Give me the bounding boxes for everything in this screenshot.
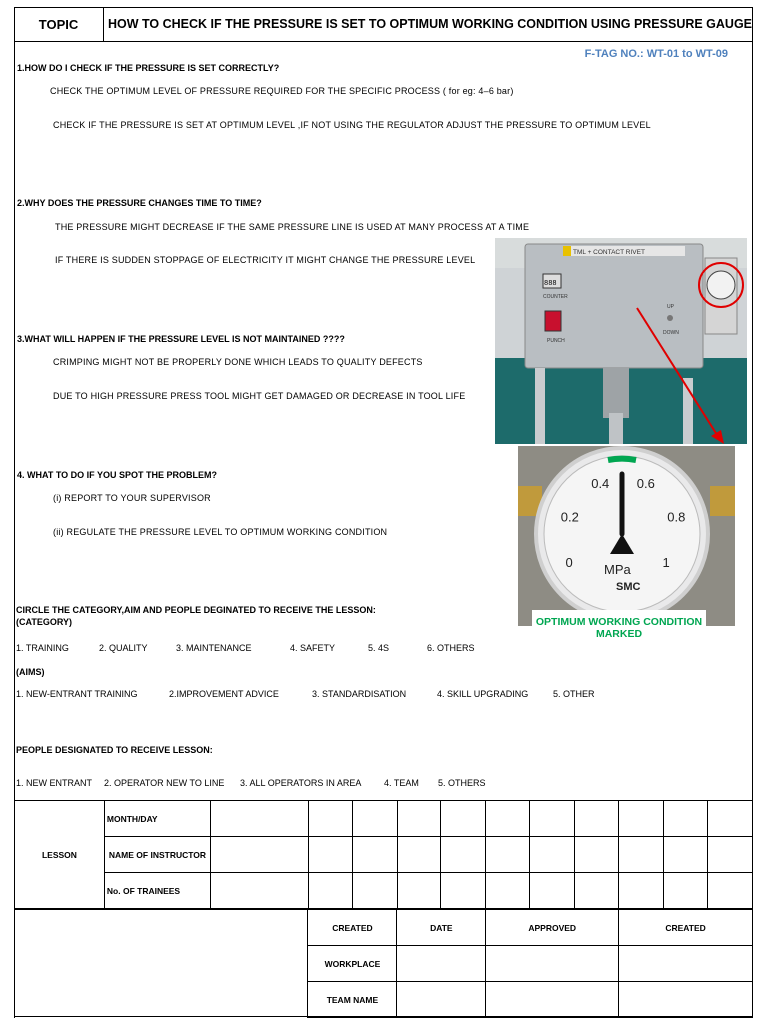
gauge-tick-label: 0.4 bbox=[591, 475, 610, 491]
cell[interactable] bbox=[308, 801, 352, 837]
created-header: CREATED bbox=[308, 910, 397, 946]
cell[interactable] bbox=[530, 837, 575, 873]
gauge-tick-label: 0.6 bbox=[636, 475, 655, 491]
cell[interactable] bbox=[575, 801, 619, 837]
lesson-label: LESSON bbox=[15, 801, 105, 909]
table-row bbox=[15, 837, 753, 873]
category-item[interactable]: 2. QUALITY bbox=[99, 643, 148, 653]
cell[interactable] bbox=[530, 873, 575, 909]
cell[interactable] bbox=[352, 873, 397, 909]
svg-text:888: 888 bbox=[544, 280, 557, 288]
cell[interactable] bbox=[397, 873, 441, 909]
cell[interactable] bbox=[352, 801, 397, 837]
row-label: NAME OF INSTRUCTOR bbox=[104, 837, 210, 873]
gauge-tick-label: 0.2 bbox=[560, 509, 579, 525]
cell[interactable] bbox=[619, 873, 664, 909]
aims-item[interactable]: 4. SKILL UPGRADING bbox=[437, 689, 529, 699]
cell[interactable] bbox=[664, 801, 708, 837]
topic-label: TOPIC bbox=[14, 7, 104, 42]
down-label: DOWN bbox=[663, 330, 679, 336]
category-item[interactable]: 1. TRAINING bbox=[16, 643, 69, 653]
panel-label: TML + CONTACT RIVET bbox=[573, 249, 645, 256]
gauge-tick-label: 1 bbox=[662, 555, 670, 570]
answer-4b: (ii) REGULATE THE PRESSURE LEVEL TO OPTIMUM WORKING CONDITION bbox=[53, 527, 388, 537]
answer-4a: (i) REPORT TO YOUR SUPERVISOR bbox=[53, 493, 211, 503]
lesson-table bbox=[14, 800, 753, 909]
row-label: No. OF TRAINEES bbox=[104, 873, 210, 909]
category-item[interactable]: 4. SAFETY bbox=[290, 643, 336, 653]
date-header: DATE bbox=[397, 910, 486, 946]
machine-photo bbox=[495, 238, 747, 444]
approved-header: APPROVED bbox=[486, 910, 619, 946]
workplace-label: WORKPLACE bbox=[308, 946, 397, 982]
people-item[interactable]: 4. TEAM bbox=[384, 778, 419, 788]
aims-item[interactable]: 3. STANDARDISATION bbox=[312, 689, 407, 699]
cell[interactable] bbox=[210, 801, 308, 837]
table-row bbox=[15, 801, 753, 837]
footer-table bbox=[14, 909, 753, 1018]
cell[interactable] bbox=[210, 873, 308, 909]
cell[interactable] bbox=[486, 801, 530, 837]
cell[interactable] bbox=[441, 801, 486, 837]
cell[interactable] bbox=[397, 982, 486, 1018]
people-item[interactable]: 3. ALL OPERATORS IN AREA bbox=[240, 778, 362, 788]
category-label: (CATEGORY) bbox=[16, 617, 72, 627]
ftag-number: F-TAG NO.: WT-01 to WT-09 bbox=[584, 48, 728, 60]
people-item[interactable]: 5. OTHERS bbox=[438, 778, 486, 788]
cell[interactable] bbox=[575, 873, 619, 909]
people-label: PEOPLE DESIGNATED TO RECEIVE LESSON: bbox=[16, 745, 213, 755]
cell[interactable] bbox=[308, 837, 352, 873]
cell[interactable] bbox=[707, 801, 752, 837]
aims-item[interactable]: 1. NEW-ENTRANT TRAINING bbox=[16, 689, 138, 699]
answer-3b: DUE TO HIGH PRESSURE PRESS TOOL MIGHT GET DAMAGED OR DECREASE IN TOOL LIFE bbox=[53, 391, 466, 401]
gauge-tick-label: 0 bbox=[565, 555, 573, 570]
cell[interactable] bbox=[441, 837, 486, 873]
page-title: HOW TO CHECK IF THE PRESSURE IS SET TO OPTIMUM WORKING CONDITION USING PRESSURE GAUGE bbox=[104, 7, 753, 42]
answer-1a: CHECK THE OPTIMUM LEVEL OF PRESSURE REQUIRED FOR THE SPECIFIC PROCESS ( for eg: 4–6 bar) bbox=[50, 86, 514, 96]
punch-label: PUNCH bbox=[547, 338, 565, 344]
cell[interactable] bbox=[486, 837, 530, 873]
table-row bbox=[15, 910, 753, 946]
cell[interactable] bbox=[397, 837, 441, 873]
answer-1b: CHECK IF THE PRESSURE IS SET AT OPTIMUM LEVEL ,IF NOT USING THE REGULATOR ADJUST THE PRESSURE TO OPTIMUM LEVEL bbox=[53, 120, 651, 130]
created2-header: CREATED bbox=[619, 910, 753, 946]
cell[interactable] bbox=[486, 946, 619, 982]
counter-label: COUNTER bbox=[543, 294, 568, 300]
answer-2a: THE PRESSURE MIGHT DECREASE IF THE SAME PRESSURE LINE IS USED AT MANY PROCESS AT A TIME bbox=[55, 222, 530, 232]
cell[interactable] bbox=[397, 801, 441, 837]
cell[interactable] bbox=[530, 801, 575, 837]
cell[interactable] bbox=[308, 873, 352, 909]
blank-cell bbox=[15, 910, 308, 1018]
optimum-caption: OPTIMUM WORKING CONDITION MARKED bbox=[532, 610, 706, 646]
cell[interactable] bbox=[619, 946, 753, 982]
cell[interactable] bbox=[707, 837, 752, 873]
cell[interactable] bbox=[210, 837, 308, 873]
cell[interactable] bbox=[575, 837, 619, 873]
question-1: 1.HOW DO I CHECK IF THE PRESSURE IS SET CORRECTLY? bbox=[17, 63, 280, 73]
row-label: MONTH/DAY bbox=[104, 801, 210, 837]
gauge-tick-label: 0.8 bbox=[667, 509, 686, 525]
aims-item[interactable]: 5. OTHER bbox=[553, 689, 595, 699]
up-label: UP bbox=[667, 304, 674, 310]
cell[interactable] bbox=[664, 837, 708, 873]
category-item[interactable]: 3. MAINTENANCE bbox=[176, 643, 252, 653]
gauge-brand: SMC bbox=[616, 581, 641, 593]
cell[interactable] bbox=[619, 801, 664, 837]
people-item[interactable]: 2. OPERATOR NEW TO LINE bbox=[104, 778, 225, 788]
people-item[interactable]: 1. NEW ENTRANT bbox=[16, 778, 93, 788]
gauge-unit: MPa bbox=[604, 562, 631, 577]
table-row bbox=[15, 873, 753, 909]
cell[interactable] bbox=[397, 946, 486, 982]
team-name-label: TEAM NAME bbox=[308, 982, 397, 1018]
cell[interactable] bbox=[486, 982, 619, 1018]
question-3: 3.WHAT WILL HAPPEN IF THE PRESSURE LEVEL IS NOT MAINTAINED ???? bbox=[17, 334, 345, 344]
category-instruction: CIRCLE THE CATEGORY,AIM AND PEOPLE DEGINATED TO RECEIVE THE LESSON: bbox=[16, 605, 376, 615]
cell[interactable] bbox=[352, 837, 397, 873]
cell[interactable] bbox=[486, 873, 530, 909]
cell[interactable] bbox=[619, 982, 753, 1018]
cell[interactable] bbox=[664, 873, 708, 909]
aims-label: (AIMS) bbox=[16, 667, 45, 677]
question-2: 2.WHY DOES THE PRESSURE CHANGES TIME TO TIME? bbox=[17, 198, 262, 208]
aims-item[interactable]: 2.IMPROVEMENT ADVICE bbox=[169, 689, 279, 699]
answer-2b: IF THERE IS SUDDEN STOPPAGE OF ELECTRICITY IT MIGHT CHANGE THE PRESSURE LEVEL bbox=[55, 255, 476, 265]
answer-3a: CRIMPING MIGHT NOT BE PROPERLY DONE WHICH LEADS TO QUALITY DEFECTS bbox=[53, 357, 423, 367]
cell[interactable] bbox=[619, 837, 664, 873]
question-4: 4. WHAT TO DO IF YOU SPOT THE PROBLEM? bbox=[17, 470, 218, 480]
cell[interactable] bbox=[441, 873, 486, 909]
category-item[interactable]: 6. OTHERS bbox=[427, 643, 475, 653]
gauge-photo bbox=[518, 446, 735, 626]
cell[interactable] bbox=[707, 873, 752, 909]
category-item[interactable]: 5. 4S bbox=[368, 643, 390, 653]
